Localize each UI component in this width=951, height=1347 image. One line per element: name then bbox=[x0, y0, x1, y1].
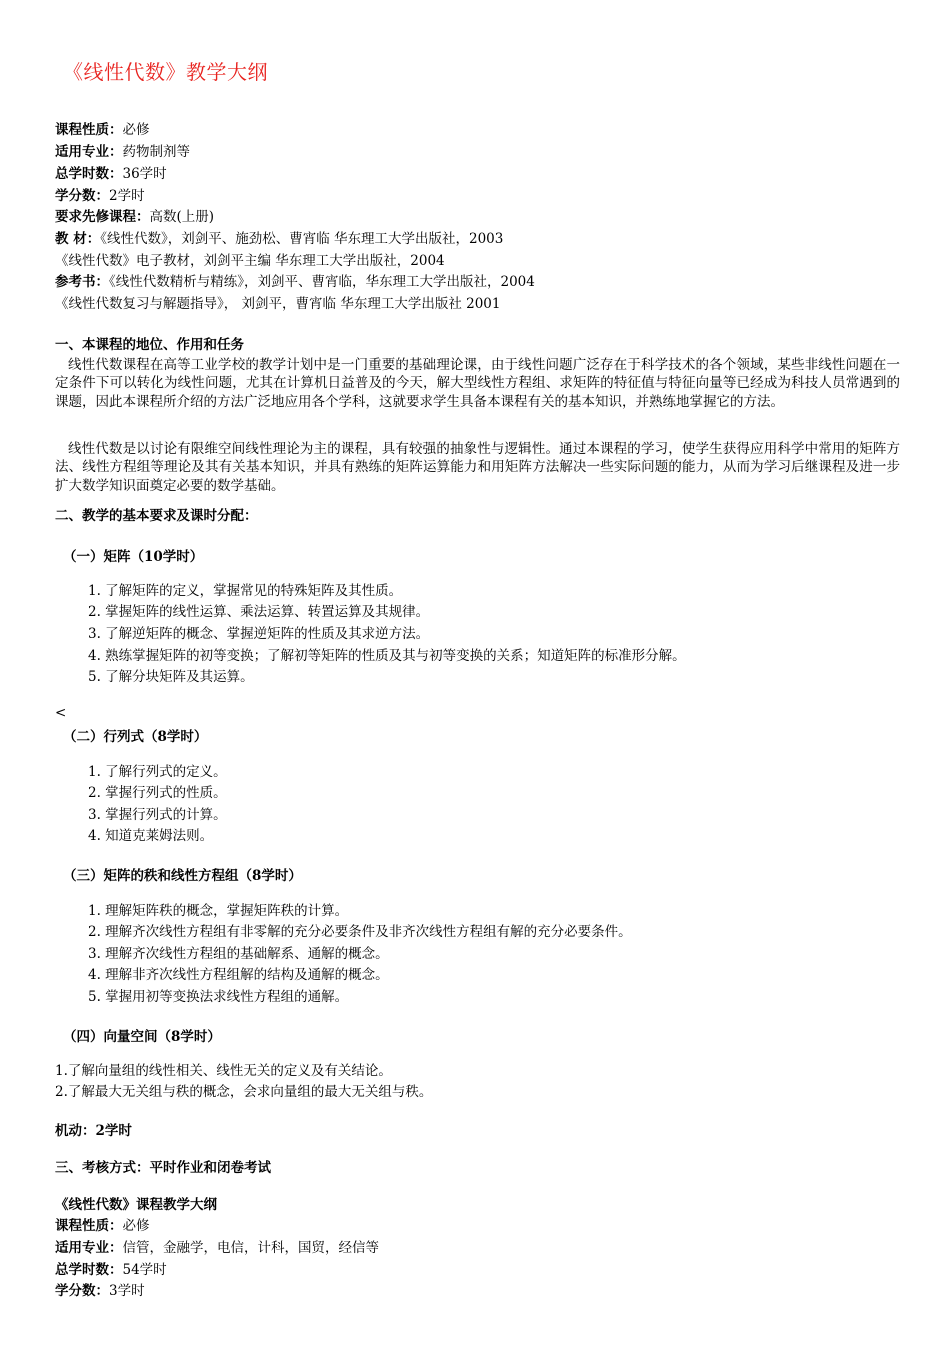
meta-label: 总学时数： bbox=[55, 166, 123, 182]
list-item: 1.了解向量组的线性相关、线性无关的定义及有关结论。 bbox=[55, 1063, 392, 1079]
list-item: 4. 理解非齐次线性方程组解的结构及通解的概念。 bbox=[88, 967, 389, 983]
list-item: 5. 了解分块矩阵及其运算。 bbox=[88, 669, 254, 685]
part2-heading: （二）行列式（8学时） bbox=[63, 729, 208, 745]
meta-reference-2 bbox=[55, 295, 500, 313]
meta-value: 2学时 bbox=[109, 188, 145, 204]
meta-value: 《线性代数复习与解题指导》， 刘剑平，曹宵临 华东理工大学出版社 2001 bbox=[55, 296, 501, 312]
meta-value: 54学时 bbox=[122, 1262, 167, 1278]
list-item: 3. 理解齐次线性方程组的基础解系、通解的概念。 bbox=[88, 946, 389, 962]
list-item: 1. 理解矩阵秩的概念，掌握矩阵秩的计算。 bbox=[88, 903, 349, 919]
list-item: 3. 了解逆矩阵的概念、掌握逆矩阵的性质及其求逆方法。 bbox=[88, 626, 430, 642]
section2-heading: 二、教学的基本要求及课时分配： bbox=[55, 508, 258, 524]
meta-value: 药物制剂等 bbox=[122, 144, 190, 160]
second-meta-nature bbox=[55, 1217, 150, 1235]
meta-reference bbox=[55, 273, 535, 291]
part4-heading: （四）向量空间（8学时） bbox=[63, 1029, 221, 1045]
meta-label: 学分数： bbox=[55, 1283, 109, 1299]
meta-label: 学分数： bbox=[55, 188, 109, 204]
list-item: 1. 了解矩阵的定义，掌握常见的特殊矩阵及其性质。 bbox=[88, 583, 403, 599]
list-item: 3. 掌握行列式的计算。 bbox=[88, 807, 227, 823]
part3-heading: （三）矩阵的秩和线性方程组（8学时） bbox=[63, 868, 302, 884]
meta-textbook bbox=[55, 230, 503, 248]
meta-credits bbox=[55, 187, 145, 205]
meta-label: 适用专业： bbox=[55, 144, 123, 160]
meta-label: 适用专业： bbox=[55, 1240, 123, 1256]
part1-heading: （一）矩阵（10学时） bbox=[63, 549, 204, 565]
list-item: 4. 知道克莱姆法则。 bbox=[88, 828, 214, 844]
list-item: 1. 了解行列式的定义。 bbox=[88, 764, 227, 780]
meta-label: 参考书： bbox=[55, 274, 109, 290]
meta-course-nature bbox=[55, 121, 150, 139]
second-title: 《线性代数》课程教学大纲 bbox=[55, 1197, 217, 1213]
meta-hours bbox=[55, 165, 167, 183]
section1-para1: 线性代数课程在高等工业学校的教学计划中是一门重要的基础理论课，由于线性问题广泛存在于科学技术的各个领域，某些非线性问题在一定条件下可以转化为线性问题，尤其在计算机日益普及的今天，解大型线性方程组、求矩阵的特征值与特征向量等已经成为科技人员常遇到的课题，因此本课程所介绍的方法广泛地应用各个学科，这就要求学生具备本课程有关的基本知识，并熟练地掌握它的方法。 bbox=[55, 357, 900, 410]
meta-value: 必修 bbox=[122, 122, 150, 138]
meta-value: 高数(上册) bbox=[149, 209, 215, 225]
meta-prereq bbox=[55, 208, 214, 226]
page-title: 《线性代数》教学大纲 bbox=[63, 60, 268, 84]
meta-label: 教 材： bbox=[55, 231, 101, 247]
meta-value: 36学时 bbox=[122, 166, 167, 182]
meta-value: 3学时 bbox=[109, 1283, 145, 1299]
second-meta-credits bbox=[55, 1282, 145, 1300]
list-item: 5. 掌握用初等变换法求线性方程组的通解。 bbox=[88, 989, 349, 1005]
meta-value: 《线性代数》，刘剑平、施劲松、曹宵临 华东理工大学出版社，2003 bbox=[100, 231, 504, 247]
flex-hours: 机动：2学时 bbox=[55, 1123, 132, 1139]
list-item: 2.了解最大无关组与秩的概念，会求向量组的最大无关组与秩。 bbox=[55, 1084, 433, 1100]
meta-textbook-2 bbox=[55, 252, 445, 270]
meta-label: 总学时数： bbox=[55, 1262, 123, 1278]
section1-para2: 线性代数是以讨论有限维空间线性理论为主的课程，具有较强的抽象性与逻辑性。通过本课程的学习，使学生获得应用科学中常用的矩阵方法、线性方程组等理论及其有关基本知识，并具有熟练的矩阵运算能力和用矩阵方法解决一些实际问题的能力，从而为学习后继课程及进一步扩大数学知识面奠定必要的数学基础。 bbox=[55, 441, 900, 494]
meta-label: 课程性质： bbox=[55, 1218, 123, 1234]
meta-major bbox=[55, 143, 190, 161]
meta-value: 《线性代数》电子教材，刘剑平主编 华东理工大学出版社，2004 bbox=[55, 253, 445, 269]
section1-heading: 一、本课程的地位、作用和任务 bbox=[55, 337, 244, 353]
meta-value: 必修 bbox=[122, 1218, 150, 1234]
list-item: 2. 理解齐次线性方程组有非零解的充分必要条件及非齐次线性方程组有解的充分必要条件。 bbox=[88, 924, 632, 940]
list-item: 2. 掌握行列式的性质。 bbox=[88, 785, 227, 801]
meta-label: 课程性质： bbox=[55, 122, 123, 138]
meta-value: 信管，金融学，电信，计科，国贸，经信等 bbox=[122, 1240, 379, 1256]
second-meta-major bbox=[55, 1239, 379, 1257]
section3-heading: 三、考核方式：平时作业和闭卷考试 bbox=[55, 1160, 271, 1176]
meta-value: 《线性代数精析与精练》，刘剑平、曹宵临，华东理工大学出版社，2004 bbox=[109, 274, 535, 290]
list-item: 4. 熟练掌握矩阵的初等变换；了解初等矩阵的性质及其与初等变换的关系；知道矩阵的标准形分解。 bbox=[88, 648, 686, 664]
second-meta-hours bbox=[55, 1261, 167, 1279]
list-item: 2. 掌握矩阵的线性运算、乘法运算、转置运算及其规律。 bbox=[88, 604, 430, 620]
meta-label: 要求先修课程： bbox=[55, 209, 150, 225]
stray-char: < bbox=[55, 705, 67, 721]
